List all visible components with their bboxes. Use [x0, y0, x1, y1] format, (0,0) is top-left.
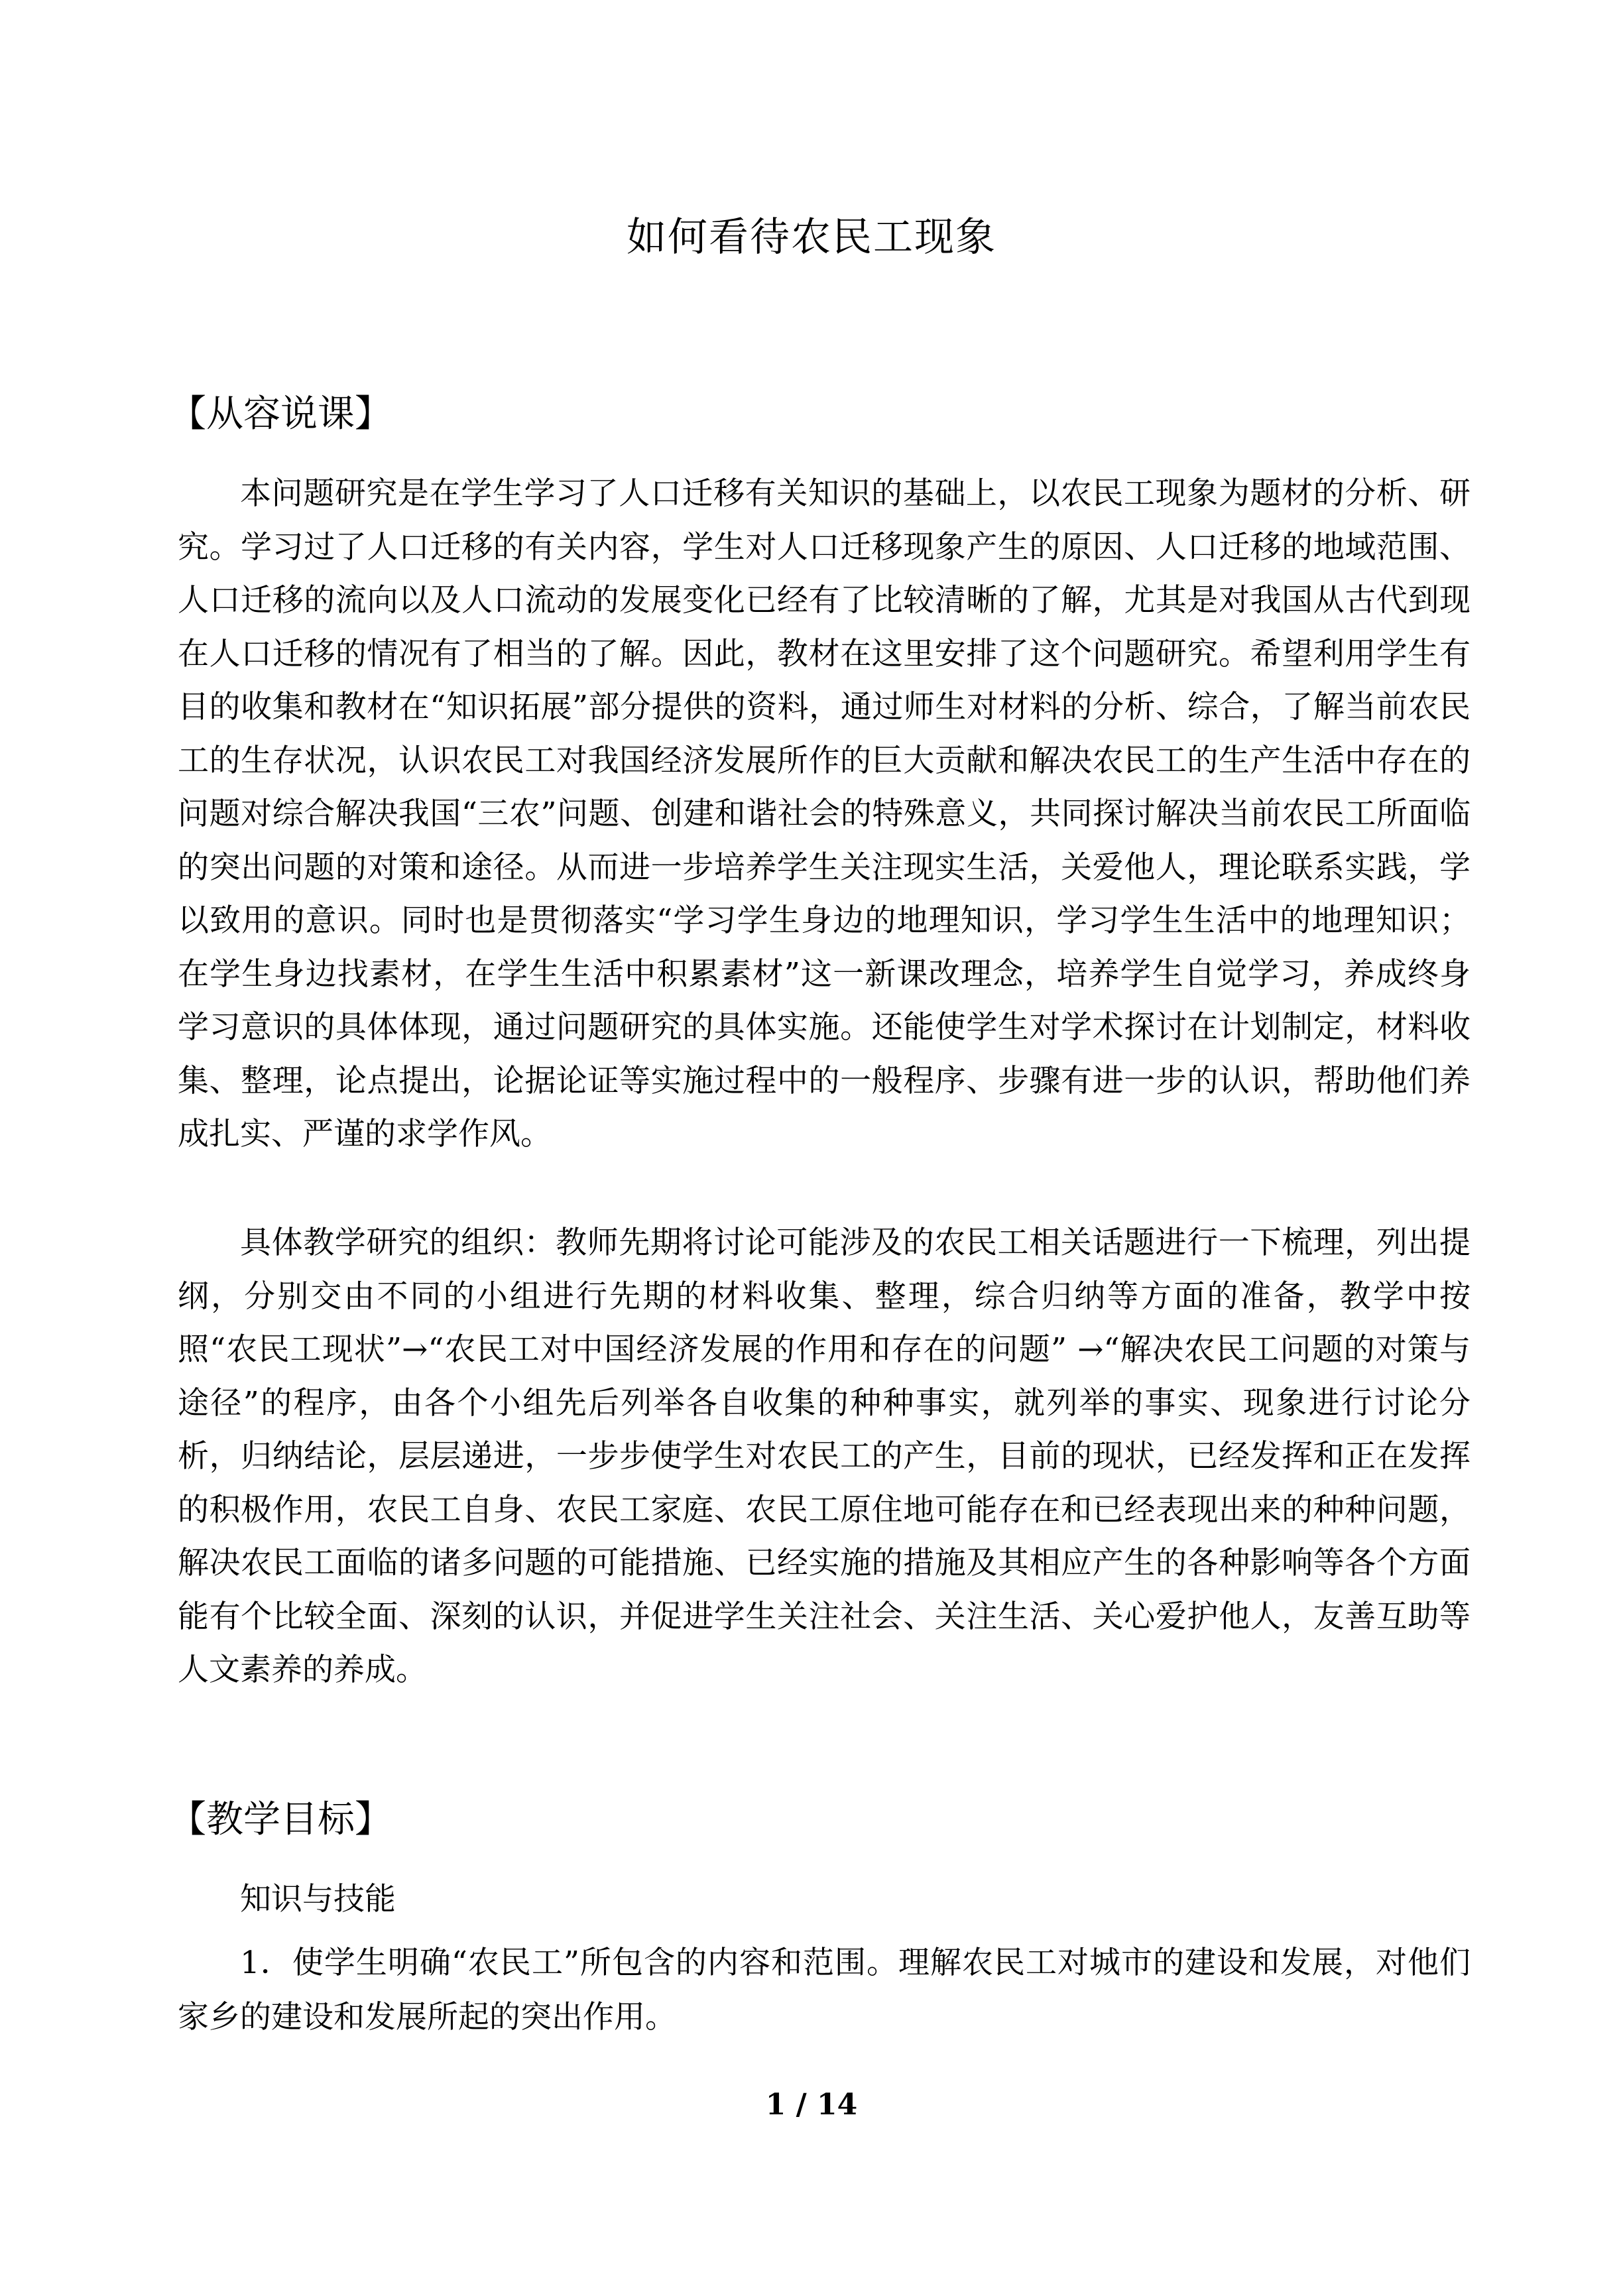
section-heading-teaching-goals: 【教学目标】	[169, 1798, 392, 1841]
subheading-knowledge-skills: 知识与技能	[240, 1881, 396, 1917]
document-title: 如何看待农民工现象	[627, 214, 996, 261]
goal-item-1: 1．使学生明确“农民工”所包含的内容和范围。理解农民工对城市的建设和发展，对他们家乡的建设和发展所起的突出作用。	[178, 1945, 1471, 2035]
paragraph-lesson-talk-2: 具体教学研究的组织：教师先期将讨论可能涉及的农民工相关话题进行一下梳理，列出提纲，分别交由不同的小组进行先期的材料收集、整理，综合归纳等方面的准备，教学中按照“农民工现状”→“农民工对中国经济发展的作用和存在的问题” →“解决农民工问题的对策与途径”的程序，由各个小组先后列举各自收集的种种事实，就列举的事实、现象进行讨论分析，归纳结论，层层递进，一步步使学生对农民工的产生，目前的现状，已经发挥和正在发挥的积极作用，农民工自身、农民工家庭、农民工原住地可能存在和已经表现出来的种种问题，解决农民工面临的诸多问题的可能措施、已经实施的措施及其相应产生的各种影响等各个方面能有个比较全面、深刻的认识，并促进学生关注社会、关注生活、关心爱护他人，友善互助等人文素养的养成。	[178, 1225, 1471, 1688]
section-heading-lesson-talk: 【从容说课】	[169, 393, 392, 436]
paragraph-lesson-talk-1: 本问题研究是在学生学习了人口迁移有关知识的基础上，以农民工现象为题材的分析、研究。学习过了人口迁移的有关内容，学生对人口迁移现象产生的原因、人口迁移的地域范围、人口迁移的流向以及人口流动的发展变化已经有了比较清晰的了解，尤其是对我国从古代到现在人口迁移的情况有了相当的了解。因此，教材在这里安排了这个问题研究。希望利用学生有目的收集和教材在“知识拓展”部分提供的资料，通过师生对材料的分析、综合，了解当前农民工的生存状况，认识农民工对我国经济发展所作的巨大贡献和解决农民工的生产生活中存在的问题对综合解决我国“三农”问题、创建和谐社会的特殊意义，共同探讨解决当前农民工所面临的突出问题的对策和途径。从而进一步培养学生关注现实生活，关爱他人，理论联系实践，学以致用的意识。同时也是贯彻落实“学习学生身边的地理知识，学习学生生活中的地理知识；在学生身边找素材，在学生生活中积累素材”这一新课改理念，培养学生自觉学习，养成终身学习意识的具体体现，通过问题研究的具体实施。还能使学生对学术探讨在计划制定，材料收集、整理，论点提出，论据论证等实施过程中的一般程序、步骤有进一步的认识，帮助他们养成扎实、严谨的求学作风。	[178, 475, 1471, 1152]
page-number: 1 / 14	[765, 2088, 858, 2122]
